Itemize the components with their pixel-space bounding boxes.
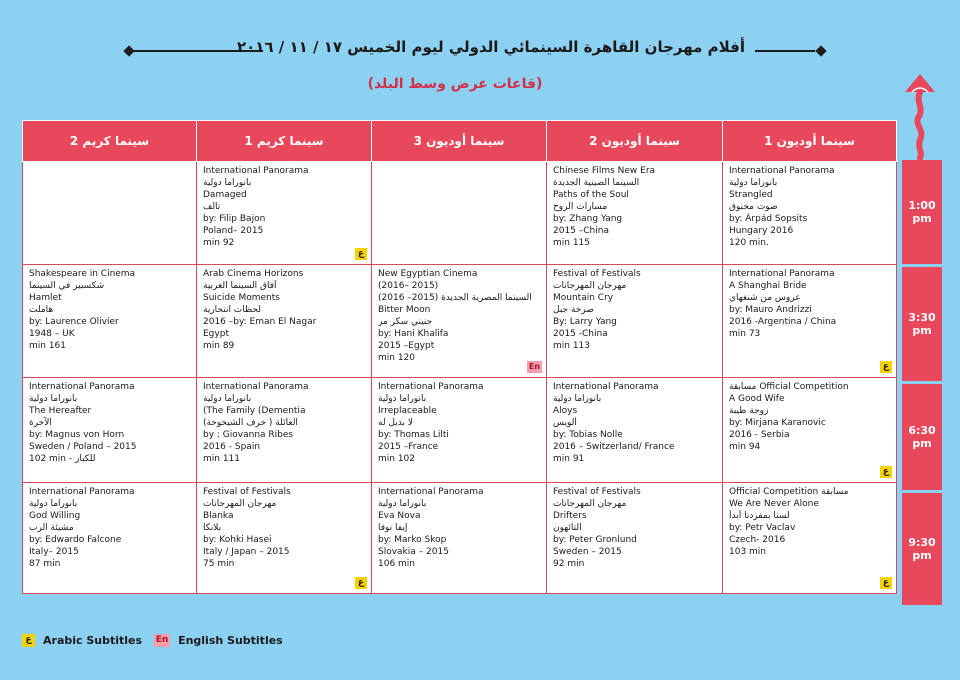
film-line: International Panorama (729, 269, 835, 279)
film-cell (372, 162, 547, 265)
film-line: جنيني سكر مر (378, 317, 433, 327)
film-line: by: Filip Bajon (203, 214, 266, 224)
film-line: آفاق السينما العربية (203, 281, 277, 291)
film-cell (197, 265, 372, 378)
schedule-row (23, 483, 897, 594)
film-line: زوجة طيبة (729, 406, 769, 416)
time-slot-3: 6:30 pm (902, 384, 942, 490)
film-line: هاملت (29, 305, 54, 315)
film-line: by: Hani Khalifa (378, 329, 449, 339)
film-line: Festival of Festivals (203, 487, 291, 497)
film-line: min 91 (553, 454, 585, 464)
film-line: Italy– 2015 (29, 547, 79, 557)
schedule-row (23, 378, 897, 483)
film-line: by: Mauro Andrizzi (729, 305, 812, 315)
film-line: Sweden – 2015 (553, 547, 622, 557)
film-line: لسنا بمفردنا أبداً (729, 511, 790, 521)
film-line: Bitter Moon (378, 305, 431, 315)
film-line: السينما الصينية الجديدة (553, 178, 640, 188)
film-line: بانوراما دولية (378, 499, 427, 509)
film-line: 87 min (29, 559, 61, 569)
film-line: 75 min (203, 559, 235, 569)
film-line: لحظات انتحارية (203, 305, 261, 315)
film-line: صرخة جبل (553, 305, 594, 315)
film-cell (197, 378, 372, 483)
film-line: Festival of Festivals (553, 269, 641, 279)
film-line: مهرجان المهرجانات (553, 281, 627, 291)
film-line: Italy / Japan – 2015 (203, 547, 290, 557)
film-line: by: Edwardo Falcone (29, 535, 122, 545)
film-cell (723, 265, 897, 378)
film-line: min 102 (378, 454, 416, 464)
film-line: 120 min. (729, 238, 769, 248)
film-cell (372, 378, 547, 483)
film-line: مسابقة Official Competition (729, 382, 849, 392)
film-line: 2016 -Argentina / China (729, 317, 837, 327)
film-line: 1948 – UK (29, 329, 75, 339)
film-line: min 94 (729, 442, 761, 452)
film-line: by: Kohki Hasei (203, 535, 272, 545)
film-line: التائهون (553, 523, 582, 533)
film-line: 102 min - للكبار (29, 454, 96, 464)
film-line: بانوراما دولية (553, 394, 602, 404)
film-line: (2016– 2015) (378, 281, 439, 291)
film-line: 2015 –China (553, 226, 609, 236)
column-header-odeon-3: سينما أوديون 3 (372, 121, 547, 162)
film-line: بانوراما دولية (203, 178, 252, 188)
film-line: by: Petr Vaclav (729, 523, 796, 533)
film-line: International Panorama (729, 166, 835, 176)
film-line: Hungary 2016 (729, 226, 794, 236)
film-line: 2016 –by: Eman El Nagar (203, 317, 317, 327)
film-line: مشيئة الرب (29, 523, 74, 533)
film-line: Drifters (553, 511, 587, 521)
film-line: Mountain Cry (553, 293, 614, 303)
film-line: International Panorama (203, 382, 309, 392)
schedule-header-row (23, 121, 897, 162)
film-line: by: Tobias Nolle (553, 430, 623, 440)
film-line: We Are Never Alone (729, 499, 819, 509)
film-line: بانوراما دولية (29, 499, 78, 509)
film-line: Slovakia – 2015 (378, 547, 449, 557)
film-cell (197, 162, 372, 265)
film-line: God Willing (29, 511, 81, 521)
arabic-subtitles-badge: ع (880, 577, 892, 589)
film-line: International Panorama (29, 382, 135, 392)
film-line: Irreplaceable (378, 406, 437, 416)
english-subtitles-badge: En (528, 362, 541, 371)
film-line: New Egyptian Cinema (378, 269, 478, 279)
film-line: (The Family (Dementia (203, 406, 306, 416)
film-line: شكسبير في السينما (29, 281, 105, 291)
arabic-subtitles-label: Arabic Subtitles (43, 634, 143, 647)
film-line: The Hereafter (29, 406, 92, 416)
film-line: by : Giovanna Ribes (203, 430, 294, 440)
film-line: 2015 –Egypt (378, 341, 435, 351)
film-cell (547, 378, 723, 483)
film-cell (23, 162, 197, 265)
film-line: min 115 (553, 238, 591, 248)
film-line: min 73 (729, 329, 761, 339)
film-line: min 120 (378, 353, 416, 363)
film-line: by: Mirjana Karanovic (729, 418, 826, 428)
film-line: مسارات الروح (553, 202, 608, 212)
film-line: بانوراما دولية (203, 394, 252, 404)
time-slot-4: 9:30 pm (902, 493, 942, 605)
film-line: by: Marko Skop (378, 535, 447, 545)
film-line: عروس من شنغهاي (729, 293, 801, 303)
film-line: min 89 (203, 341, 235, 351)
film-line: min 111 (203, 454, 241, 464)
film-line: Festival of Festivals (553, 487, 641, 497)
film-line: Official Competition مسابقة (729, 487, 849, 497)
film-line: بانوراما دولية (378, 394, 427, 404)
page-subtitle: (قاعات عرض وسط البلد) (367, 76, 543, 92)
film-line: Paths of the Soul (553, 190, 629, 200)
film-cell (372, 483, 547, 594)
film-line: Blanka (203, 511, 234, 521)
subtitle-legend (22, 634, 295, 647)
title-bar (125, 38, 825, 64)
film-line: By: Larry Yang (553, 317, 617, 327)
film-line: Suicide Moments (203, 293, 280, 303)
english-subtitles-label: English Subtitles (178, 634, 283, 647)
column-header-odeon-1: سينما أوديون 1 (723, 121, 897, 162)
film-cell (23, 378, 197, 483)
page-title: أفلام مهرجان القاهرة السينمائي الدولي ليوم الخميس ١٧ / ١١ / ٢٠١٦ (236, 38, 745, 56)
film-line: by: Zhang Yang (553, 214, 623, 224)
film-cell (547, 483, 723, 594)
film-line: International Panorama (553, 382, 659, 392)
column-header-karim-1: سينما كريم 1 (197, 121, 372, 162)
film-line: 103 min (729, 547, 767, 557)
film-line: بلانكا (203, 523, 222, 533)
film-line: 2016 – Switzerland/ France (553, 442, 675, 452)
film-line: 2015 –France (378, 442, 439, 452)
title-diamond-right (815, 45, 826, 56)
film-line: Hamlet (29, 293, 62, 303)
film-line: Czech- 2016 (729, 535, 786, 545)
film-cell (372, 265, 547, 378)
film-line: International Panorama (378, 487, 484, 497)
film-line: Egypt (203, 329, 229, 339)
film-line: مهرجان المهرجانات (553, 499, 627, 509)
film-line: min 161 (29, 341, 67, 351)
film-line: Sweden / Poland – 2015 (29, 442, 137, 452)
film-line: 2015 -China (553, 329, 608, 339)
film-line: 2016 - Spain (203, 442, 261, 452)
film-line: International Panorama (378, 382, 484, 392)
time-slot-1: 1:00 pm (902, 160, 942, 264)
film-line: إيفا نوفا (378, 523, 408, 533)
film-line: تالف (203, 202, 221, 212)
arabic-subtitles-badge: ع (355, 248, 367, 260)
film-cell (23, 483, 197, 594)
film-line: by: Laurence Olivier (29, 317, 119, 327)
film-line: لا بديل له (378, 418, 413, 428)
film-line: min 113 (553, 341, 591, 351)
film-line: A Good Wife (729, 394, 785, 404)
english-subtitles-swatch: En (155, 635, 169, 645)
film-line: by: Thomas Lilti (378, 430, 449, 440)
arabic-subtitles-swatch: ع (22, 634, 35, 647)
film-line: 92 min (553, 559, 585, 569)
film-cell (723, 378, 897, 483)
film-line: ألويس (553, 418, 577, 428)
arabic-subtitles-badge: ع (880, 361, 892, 373)
film-line: Damaged (203, 190, 247, 200)
film-line: العائلة ( خرف الشيخوخة) (203, 418, 298, 428)
film-line: بانوراما دولية (729, 178, 778, 188)
film-line: Arab Cinema Horizons (203, 269, 304, 279)
schedule-row (23, 162, 897, 265)
film-line: Strangled (729, 190, 773, 200)
festival-logo-icon (903, 70, 937, 160)
film-line: by: Árpád Sopsits (729, 214, 808, 224)
title-rule-right (755, 50, 815, 52)
film-line: by: Magnus von Horn (29, 430, 125, 440)
arabic-subtitles-badge: ع (880, 466, 892, 478)
film-cell (197, 483, 372, 594)
film-line: Eva Nova (378, 511, 421, 521)
film-cell (23, 265, 197, 378)
film-cell (723, 483, 897, 594)
arabic-subtitles-badge: ع (355, 577, 367, 589)
film-line: بانوراما دولية (29, 394, 78, 404)
film-line: International Panorama (29, 487, 135, 497)
film-line: 106 min (378, 559, 416, 569)
film-line: International Panorama (203, 166, 309, 176)
film-line: Aloys (553, 406, 578, 416)
film-line: 2016 - Serbia (729, 430, 790, 440)
film-line: min 92 (203, 238, 235, 248)
schedule-row (23, 265, 897, 378)
film-line: الآخرة (29, 418, 52, 428)
film-cell (547, 265, 723, 378)
film-cell (723, 162, 897, 265)
column-header-karim-2: سينما كريم 2 (23, 121, 197, 162)
film-line: Poland– 2015 (203, 226, 264, 236)
time-slot-2: 3:30 pm (902, 267, 942, 381)
film-line: Shakespeare in Cinema (29, 269, 136, 279)
film-line: A Shanghai Bride (729, 281, 807, 291)
film-line: صوت مخنوق (729, 202, 778, 212)
schedule-table (22, 120, 897, 594)
film-cell (547, 162, 723, 265)
film-line: Chinese Films New Era (553, 166, 656, 176)
column-header-odeon-2: سينما أوديون 2 (547, 121, 723, 162)
film-line: السينما المصرية الجديدة (2015– 2016) (378, 293, 532, 303)
film-line: مهرجان المهرجانات (203, 499, 277, 509)
film-line: by: Peter Gronlund (553, 535, 637, 545)
